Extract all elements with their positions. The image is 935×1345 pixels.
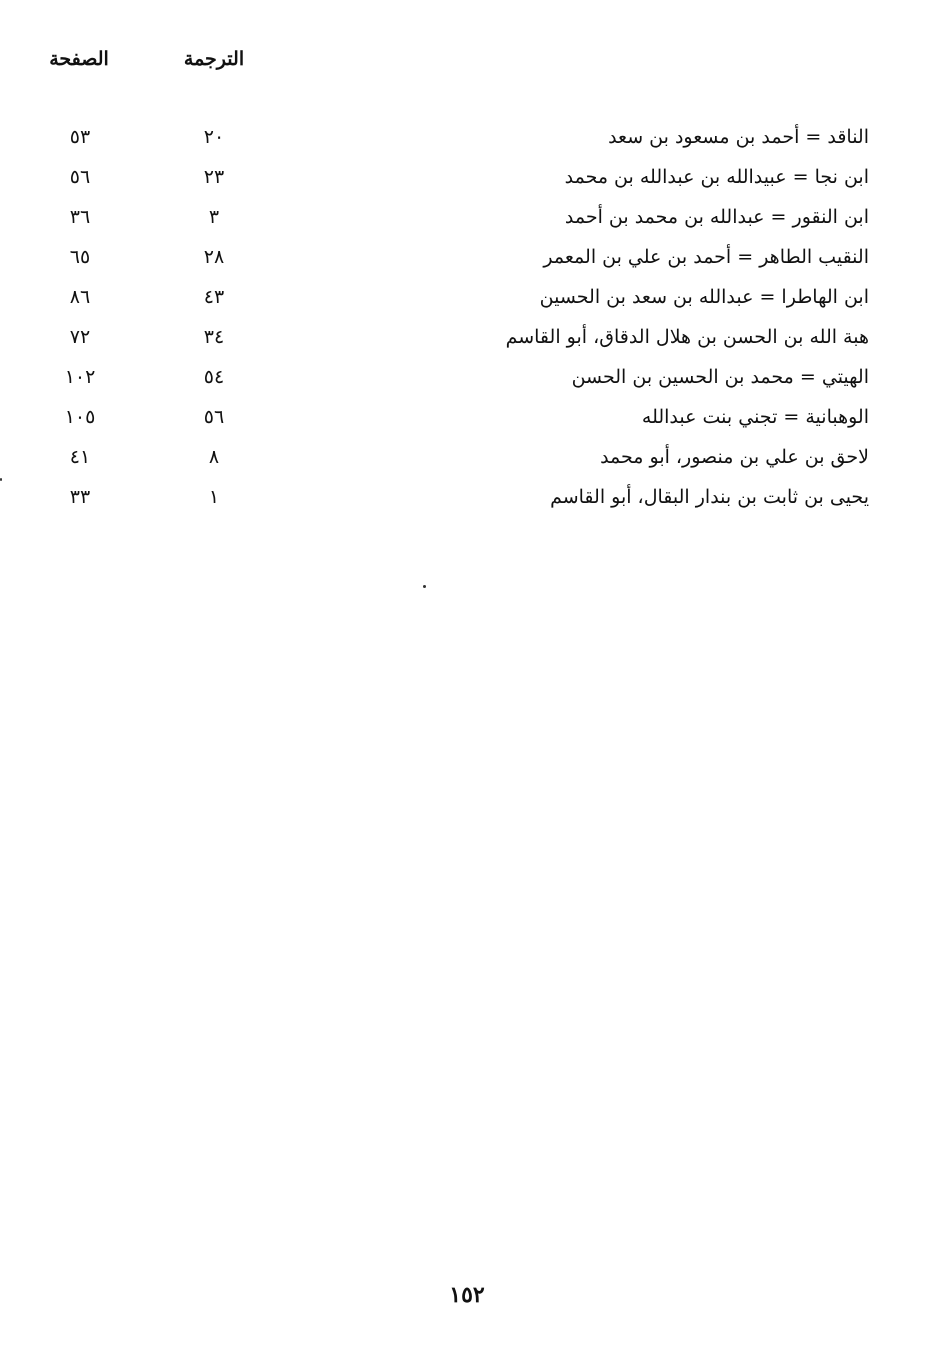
index-row [0, 202, 935, 242]
page-column-header: الصفحة [49, 48, 109, 70]
entry-translation-number: ٣ [208, 206, 220, 228]
entry-page-number: ٣٣ [69, 486, 91, 508]
index-row [0, 362, 935, 402]
entry-translation-number: ٢٣ [203, 166, 225, 188]
entry-name: لاحق بن علي بن منصور، أبو محمد [600, 446, 869, 468]
entry-name: الوهبانية = تجني بنت عبدالله [641, 406, 869, 428]
entry-page-number: ٥٣ [69, 126, 91, 148]
index-row [0, 242, 935, 282]
entry-translation-number: ٥٤ [203, 366, 225, 388]
index-row [0, 442, 935, 482]
entry-name: ابن النقور = عبدالله بن محمد بن أحمد [564, 206, 869, 228]
index-row [0, 482, 935, 522]
index-row [0, 162, 935, 202]
index-row [0, 282, 935, 322]
index-row [0, 402, 935, 442]
page-number: ١٥٢ [449, 1282, 485, 1308]
index-row [0, 122, 935, 162]
entry-translation-number: ٢٨ [203, 246, 225, 268]
entry-translation-number: ١ [208, 486, 220, 508]
translation-column-header: الترجمة [183, 48, 245, 70]
index-row [0, 322, 935, 362]
entry-name: ابن الهاطرا = عبدالله بن سعد بن الحسين [539, 286, 869, 308]
scan-speck [0, 478, 2, 481]
entry-page-number: ١٠٥ [64, 406, 96, 428]
entry-name: النقيب الطاهر = أحمد بن علي بن المعمر [543, 246, 869, 268]
entry-translation-number: ٣٤ [203, 326, 225, 348]
entry-translation-number: ٢٠ [203, 126, 225, 148]
entry-page-number: ٣٦ [69, 206, 91, 228]
entry-name: الهيتي = محمد بن الحسين بن الحسن [571, 366, 869, 388]
entry-page-number: ١٠٢ [64, 366, 96, 388]
entry-name: الناقد = أحمد بن مسعود بن سعد [608, 126, 869, 148]
entry-name: ابن نجا = عبيدالله بن عبدالله بن محمد [564, 166, 869, 188]
entry-translation-number: ٥٦ [203, 406, 225, 428]
entry-name: هبة الله بن الحسن بن هلال الدقاق، أبو القاسم [505, 326, 869, 348]
entry-page-number: ٦٥ [69, 246, 91, 268]
entry-translation-number: ٤٣ [203, 286, 225, 308]
entry-page-number: ٤١ [69, 446, 91, 468]
entry-translation-number: ٨ [208, 446, 220, 468]
entry-page-number: ٨٦ [69, 286, 91, 308]
entry-page-number: ٧٢ [69, 326, 91, 348]
entry-name: يحيى بن ثابت بن بندار البقال، أبو القاسم [550, 486, 869, 508]
index-list [0, 122, 935, 522]
scan-speck [423, 585, 426, 588]
entry-page-number: ٥٦ [69, 166, 91, 188]
